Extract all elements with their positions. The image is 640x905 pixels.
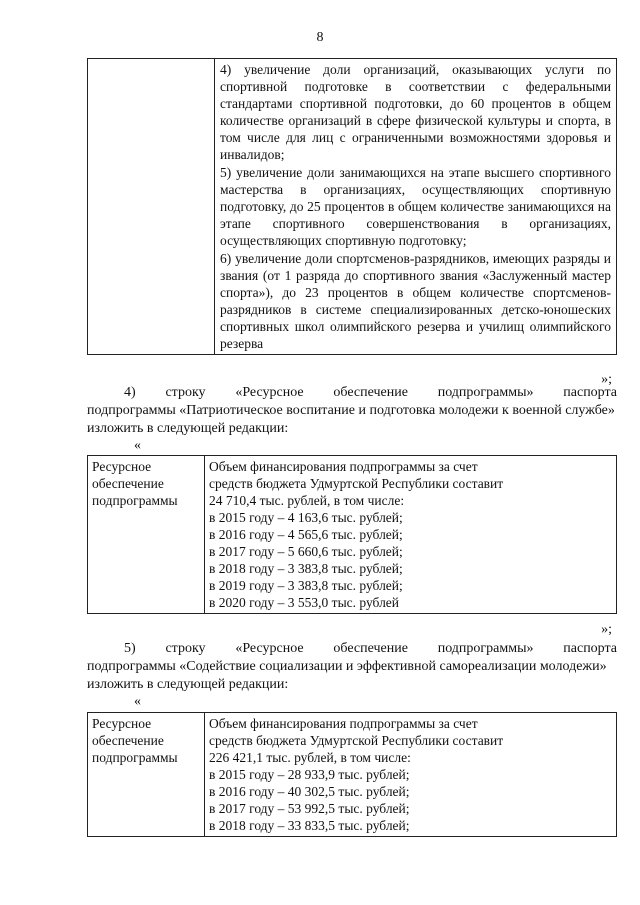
paragraph-4-text: подпрограммы «Патриотическое воспитание и подготовка молодежи к военной службе» изложить в следующей редакции: bbox=[87, 403, 615, 436]
funding-year: в 2020 году – 3 553,0 тыс. рублей bbox=[209, 595, 400, 610]
funding-year: в 2016 году – 4 565,6 тыс. рублей; bbox=[209, 527, 403, 542]
opening-quote: « bbox=[134, 694, 141, 709]
indicator-item-6: 6) увеличение доли спортсменов-разрядников, имеющих разряды и звания (от 1 разряда до спортивного звания «Заслуженный мастер спорта»), до 23 процентов в общем количестве спортсменов-разрядников в системе специализированных детско-юношеских спортивных школ олимпийского резерва и училищ олимпийского резерва bbox=[220, 251, 611, 351]
funding-year: в 2017 году – 53 992,5 тыс. рублей; bbox=[209, 801, 410, 816]
indicators-table bbox=[87, 58, 617, 355]
funding-year: в 2015 году – 4 163,6 тыс. рублей; bbox=[209, 510, 403, 525]
page-number: 8 bbox=[316, 30, 324, 45]
funding-year: в 2017 году – 5 660,6 тыс. рублей; bbox=[209, 544, 403, 559]
resource-table-socialization bbox=[87, 712, 617, 837]
funding-total: 226 421,1 тыс. рублей, в том числе: bbox=[209, 750, 411, 765]
closing-quote: »; bbox=[601, 622, 612, 637]
row-label-line: обеспечение bbox=[92, 476, 164, 491]
funding-intro-line: Объем финансирования подпрограммы за счет bbox=[209, 459, 478, 474]
funding-total: 24 710,4 тыс. рублей, в том числе: bbox=[209, 493, 405, 508]
opening-quote: « bbox=[134, 438, 141, 453]
funding-cell bbox=[205, 456, 617, 614]
row-label-line: подпрограммы bbox=[92, 493, 178, 508]
paragraph-4 bbox=[87, 384, 617, 438]
funding-year: в 2015 году – 28 933,9 тыс. рублей; bbox=[209, 767, 410, 782]
funding-year: в 2016 году – 40 302,5 тыс. рублей; bbox=[209, 784, 410, 799]
funding-intro-line: средств бюджета Удмуртской Республики составит bbox=[209, 476, 504, 491]
indicators-cell bbox=[215, 59, 617, 355]
indicator-item-4: 4) увеличение доли организаций, оказывающих услуги по спортивной подготовке в соответствии с федеральными стандартами спортивной подготовки, до 60 процентов в общем количестве организаций в сфере физической культуры и спорта, в том числе для лиц с ограниченными возможностями здоровья и инвалидов; bbox=[220, 62, 611, 162]
row-label-line: обеспечение bbox=[92, 733, 164, 748]
paragraph-5-first-line: 5) строку «Ресурсное обеспечение подпрограммы» паспорта bbox=[124, 641, 617, 656]
row-label-line: подпрограммы bbox=[92, 750, 178, 765]
funding-cell bbox=[205, 713, 617, 837]
funding-year: в 2019 году – 3 383,8 тыс. рублей; bbox=[209, 578, 403, 593]
row-label bbox=[88, 456, 205, 614]
closing-quote: »; bbox=[601, 372, 612, 387]
funding-year: в 2018 году – 3 383,8 тыс. рублей; bbox=[209, 561, 403, 576]
funding-year: в 2018 году – 33 833,5 тыс. рублей; bbox=[209, 818, 410, 833]
row-label-line: Ресурсное bbox=[92, 716, 152, 731]
paragraph-5 bbox=[87, 640, 617, 694]
empty-cell bbox=[88, 59, 215, 355]
row-label bbox=[88, 713, 205, 837]
funding-intro-line: Объем финансирования подпрограммы за счет bbox=[209, 716, 478, 731]
funding-intro-line: средств бюджета Удмуртской Республики составит bbox=[209, 733, 504, 748]
indicator-item-5: 5) увеличение доли занимающихся на этапе высшего спортивного мастерства в организациях, осуществляющих спортивную подготовку, до 25 процентов в общем количестве занимающихся на этапе спортивного совершенствования в организациях, осуществляющих спортивную подготовку; bbox=[220, 165, 611, 248]
paragraph-4-first-line: 4) строку «Ресурсное обеспечение подпрограммы» паспорта bbox=[124, 385, 617, 400]
paragraph-5-text: подпрограммы «Содействие социализации и эффективной самореализации молодежи» изложить в следующей редакции: bbox=[87, 659, 607, 692]
row-label-line: Ресурсное bbox=[92, 459, 152, 474]
resource-table-patriotic bbox=[87, 455, 617, 614]
